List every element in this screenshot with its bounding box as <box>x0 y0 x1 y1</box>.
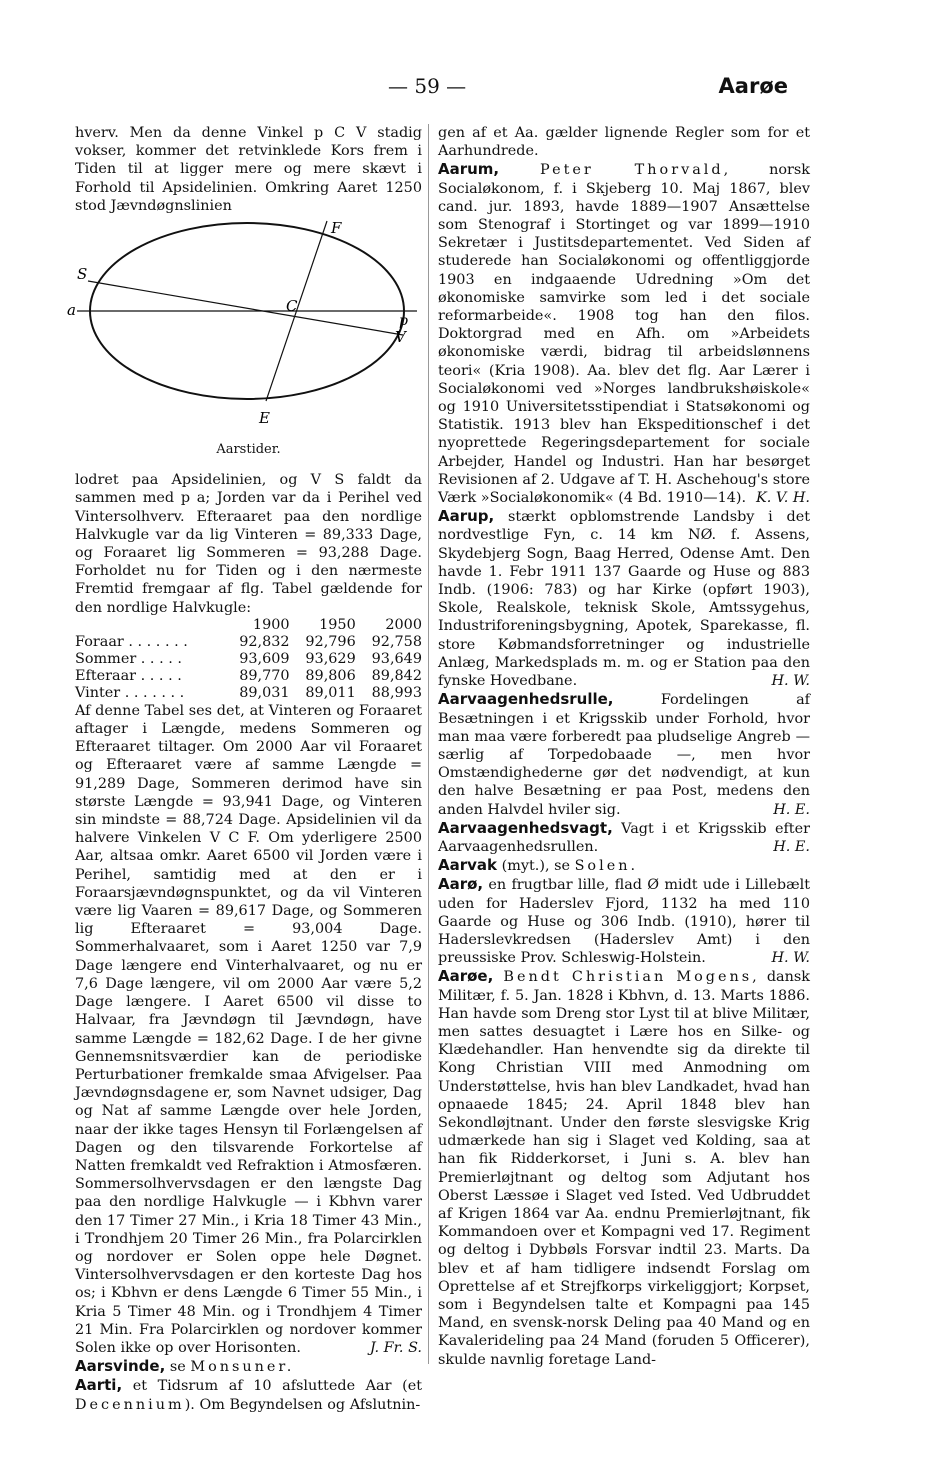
entry-text: (myt.), se <box>497 858 575 875</box>
solstice-line <box>88 281 403 335</box>
entry-headword: Aarø, <box>438 875 484 894</box>
ellipse-figure <box>67 219 422 439</box>
label-C: C <box>286 297 298 316</box>
person-name: Bendt Christian Mogens, <box>493 969 760 986</box>
entry-headword: Aarvaagenhedsrulle, <box>438 690 614 709</box>
table-cell: 89,842 <box>371 667 422 684</box>
author-signature: K. V. H. <box>755 490 810 507</box>
entry-text: stærkt opblomstrende Landsby i det nordvestlige Fyn, c. 14 km NØ. f. Assens, Skydebjerg Sogn, Baag Herred, Odense Amt. Den havde 1. Febr 1911 137 Gaarde og Huse og 883 Indb. (1906: 783) og har Kirke (opført 1903), Skole, Realskole, teknisk Skole, Amtssygehus, Industriforeningsbygning, Apotek, Sparekasse, fl. store Købmandsforretninger og industrielle Anlæg, Markedsplads m. m. og er Station paa den fynske Hovedbane. <box>438 509 810 690</box>
table-row <box>75 634 422 651</box>
left-column <box>67 124 422 1414</box>
cross-reference: Monsuner. <box>190 1359 295 1376</box>
row-label: Vinter . . . . . . . <box>75 684 185 701</box>
entry-aaro <box>438 875 810 967</box>
entry-text: et Tidsrum af 10 afsluttede Aar (et <box>122 1378 422 1395</box>
paragraph: hverv. Men da denne Vinkel p C V stadig vokser, kommer det retvinklede Kors frem i Tiden til at ligger mere og mere skævt i Forhold til Apsidelinien. Omkring Aaret 1250 stod Jævndøgnslinien <box>75 125 422 214</box>
author-signature: H. W. <box>771 673 810 690</box>
table-cell: 93,649 <box>371 650 422 667</box>
table-header-row <box>75 617 422 634</box>
entry-aaroe <box>438 967 810 1368</box>
label-E: E <box>259 409 270 428</box>
entry-aarup <box>438 507 810 690</box>
paragraph-text: Af denne Tabel ses det, at Vinteren og Foraaret aftager i Længde, medens Sommeren og Efteraaret tiltager. Om 2000 Aar vil Foraaret og Efteraaret være af samme Længde = 91,289 Dage, Sommeren derimod have sin største Længde = 93,941 Dage, og Vinteren sin mindste = 88,724 Dage. Apsidelinien vil da halvere Vinkelen V C F. Om yderligere 2500 Aar, altsaa omkr. Aaret 6500 vil Jorden være i Perihel, samtidig med at den er i Foraarsjævndøgnspunktet, og da vil Vinteren være lig Vaaren = 89,617 Dage, og Sommeren lig Efteraaret = 93,004 Dage. Sommerhalvaaret, som i Aaret 1250 var 7,9 Dage længere end Vinterhalvaaret, og nu er 7,6 Dage længere, vil om 2000 Aar være 5,2 Dage længere. I Aaret 6500 vil disse to Halvaar, fra Jævndøgn til Jævndøgn, have samme Længde = 182,62 Dage. I de her givne Gennemsnitsværdier kan de periodiske Perturbationer fremkalde smaa Afvigelser. Paa Jævndøgnsdagene er, som Navnet udsiger, Dag og Nat af samme Længde over hele Jorden, naar der ikke tages Hensyn til Forlængelsen af Dagen og den tilsvarende Forkortelse af Natten fremkaldt ved Refraktion i Atmosfæren. Sommersolhvervsdagen er den længste Dag paa den nordlige Halvkugle — i Kbhvn varer den 17 Timer 27 Min., i Kria 18 Timer 43 Min., i Trondhjem 20 Timer 26 Min., fra Polarcirklen og nordover er Solen oppe hele Døgnet. Vintersolhvervsdagen er den korteste Dag hos os; i Kbhvn er dens Længde 6 Timer 55 Min., i Kria 5 Timer 48 Min. og i Trondhjem 4 Timer 21 Min. Fra Polarcirklen og nordover kommer Solen ikke op over Horisonten. <box>75 702 422 1356</box>
entry-headword: Aarti, <box>75 1376 123 1395</box>
right-column <box>438 124 810 1369</box>
orbit-diagram <box>67 219 422 439</box>
entry-aarsvinde <box>75 1357 422 1376</box>
author-signature: H. W. <box>771 950 810 967</box>
table-cell: 93,609 <box>239 650 290 667</box>
paragraph: lodret paa Apsidelinien, og V S faldt da sammen med p a; Jorden var da i Perihel ved Vintersolhverv. Efteraaret paa den nordlige Halvkugle var da lig Vinteren = 89,333 Dage, og Foraaret lig Sommeren = 93,288 Dage. Forholdet nu for Tiden og i den nærmeste Fremtid fremgaar af flg. Tabel gældende for den nordlige Halvkugle: <box>75 472 422 616</box>
entry-text: norsk Socialøkonom, f. i Skjeberg 10. Maj 1867, blev cand. jur. 1893, havde 1889—1907 Ansættelse som Stenograf i Stortinget og var 1899—1910 Sekretær i Justitsdepartementet. Ved Siden af studerede han Socialøkonomi og offentliggjorde 1903 en indgaaende Udredning »Om det økonomiske samvirke som led i det sociale reformarbeide«. 1908 tog han den filos. Doktorgrad med en Afh. om »Arbeidets økonomiske værdi, bidrag til arbeidslønnens teori« (Kria 1908). Aa. blev det flg. Aar Lærer i Socialøkonomi ved »Norges landbrukshøiskole« og 1910 Universitetsstipendiat i Statsøkonomi og Statistik. 1913 blev han Ekspeditionschef i det nyoprettede Regeringsdepartement for sociale Arbejder, Handel og Industri. Han har besørget Revisionen af 2. Udgave af T. H. Aschehoug's store Værk »Socialøkonomik« (4 Bd. 1910—14). <box>438 162 811 507</box>
entry-aarvaagenhedsvagt <box>438 819 810 856</box>
running-headword: Aarøe <box>718 74 788 98</box>
row-label: Efteraar . . . . . <box>75 667 182 684</box>
label-F: F <box>331 219 342 238</box>
entry-text: Fordelingen af Besætningen i et Krigsskib under Forhold, hvor man maa være forberedt paa pludselige Angreb — særlig af Torpedobaade —, men hvor Omstændighederne gør det nødvendigt, at kun den halve Besætning er paa Post, medens den anden Halvdel hviler sig. <box>438 692 810 818</box>
year-header: 1950 <box>319 616 356 633</box>
paragraph <box>75 702 422 1357</box>
season-length-table <box>75 617 422 702</box>
table-row <box>75 651 422 668</box>
page-header <box>0 74 928 104</box>
entry-headword: Aarvaagenhedsvagt, <box>438 818 613 837</box>
cross-reference: Solen. <box>574 858 639 875</box>
entry-text: Vagt i et Krigsskib efter Aarvaagenhedsrullen. <box>438 820 810 855</box>
table-cell: 92,832 <box>239 633 290 650</box>
label-S: S <box>77 265 88 284</box>
entry-headword: Aarøe, <box>438 967 494 986</box>
table-cell: 92,796 <box>305 633 356 650</box>
entry-headword: Aarup, <box>438 507 495 526</box>
paragraph <box>438 124 810 160</box>
entry-headword: Aarvak <box>438 856 498 875</box>
table-row <box>75 668 422 685</box>
row-label: Foraar . . . . . . . <box>75 633 188 650</box>
entry-aarum <box>438 160 810 507</box>
table-cell: 89,806 <box>305 667 356 684</box>
table-cell: 92,758 <box>371 633 422 650</box>
entry-text: dansk Militær, f. 5. Jan. 1828 i Kbhvn, d. 13. Marts 1886. Han havde som Dreng stor Lyst til at blive Militær, men sattes desuagtet i Lære hos en Silke- og Klædehandler. Han henvendte sig da direkte til Kong Christian VIII med Anmodning om Understøttelse, hvis han blev Landkadet, hvad han opnaaede 1845; 24. April 1848 blev han Sekondløjtnant. Under den første slesvigske Krig udmærkede han sig i Slaget ved Kolding, saa at han fik Ridderkorset, i Juni s. A. blev han Premierløjtnant og deltog som Adjutant hos Oberst Læssøe i Slaget ved Isted. Ved Udbruddet af Krigen 1864 var Aa. endnu Premierløjtnant, fik Kommandoen over et Kompagni ved 17. Regiment og deltog i Dybbøls Forsvar indtil 23. Marts. Da blev et af ham tidligere indsendt Forslag om Oprettelse af et Strejfkorps virkeliggjort; Korpset, som i Begyndelsen talte et Kompagni paa 145 Mand, en svensk-norsk Deling paa 40 Mand og en Kavalerideling paa 24 Mand (foruden 5 Officerer), skulde navnlig foretage Land- <box>438 969 810 1368</box>
page-number: — 59 — <box>388 74 467 98</box>
table-cell: 89,031 <box>239 684 290 701</box>
table-cell: 89,770 <box>239 667 290 684</box>
author-signature: J. Fr. S. <box>369 1339 422 1356</box>
entry-text: se <box>165 1359 191 1376</box>
label-V: V <box>395 328 406 347</box>
row-label: Sommer . . . . . <box>75 650 182 667</box>
person-name: Peter Thorvald, <box>499 162 732 179</box>
table-cell: 93,629 <box>305 650 356 667</box>
entry-aarvaagenhedsrulle <box>438 690 810 818</box>
table-row <box>75 685 422 702</box>
year-header: 2000 <box>385 616 422 633</box>
figure-caption: Aarstider. <box>216 442 281 458</box>
paragraph-text: gen af et Aa. gælder lignende Regler som for et Aarhundrede. <box>438 125 810 160</box>
table-cell: 89,011 <box>305 684 356 701</box>
year-header: 1900 <box>252 616 290 633</box>
column-divider <box>428 124 429 1364</box>
entry-headword: Aarsvinde, <box>75 1357 166 1376</box>
cross-reference: Decennium <box>75 1396 185 1413</box>
entry-headword: Aarum, <box>438 160 500 179</box>
author-signature: H. E. <box>773 838 810 855</box>
label-p: p <box>399 313 408 330</box>
entry-aarti <box>75 1376 422 1413</box>
entry-text: ). Om Begyndelsen og Afslutnin- <box>184 1396 421 1413</box>
author-signature: H. E. <box>773 801 810 818</box>
entry-text: en frugtbar lille, flad Ø midt ude i Lillebælt uden for Haderslev Fjord, 1132 ha med 110 Gaarde og Huse og 306 Indb. (1910), hører til Haderslevkredsen (Haderslev Amt) i den preussiske Prov. Schleswig-Holstein. <box>438 877 810 967</box>
table-cell: 88,993 <box>371 684 422 701</box>
label-a: a <box>67 301 76 320</box>
entry-aarvak <box>438 856 810 875</box>
